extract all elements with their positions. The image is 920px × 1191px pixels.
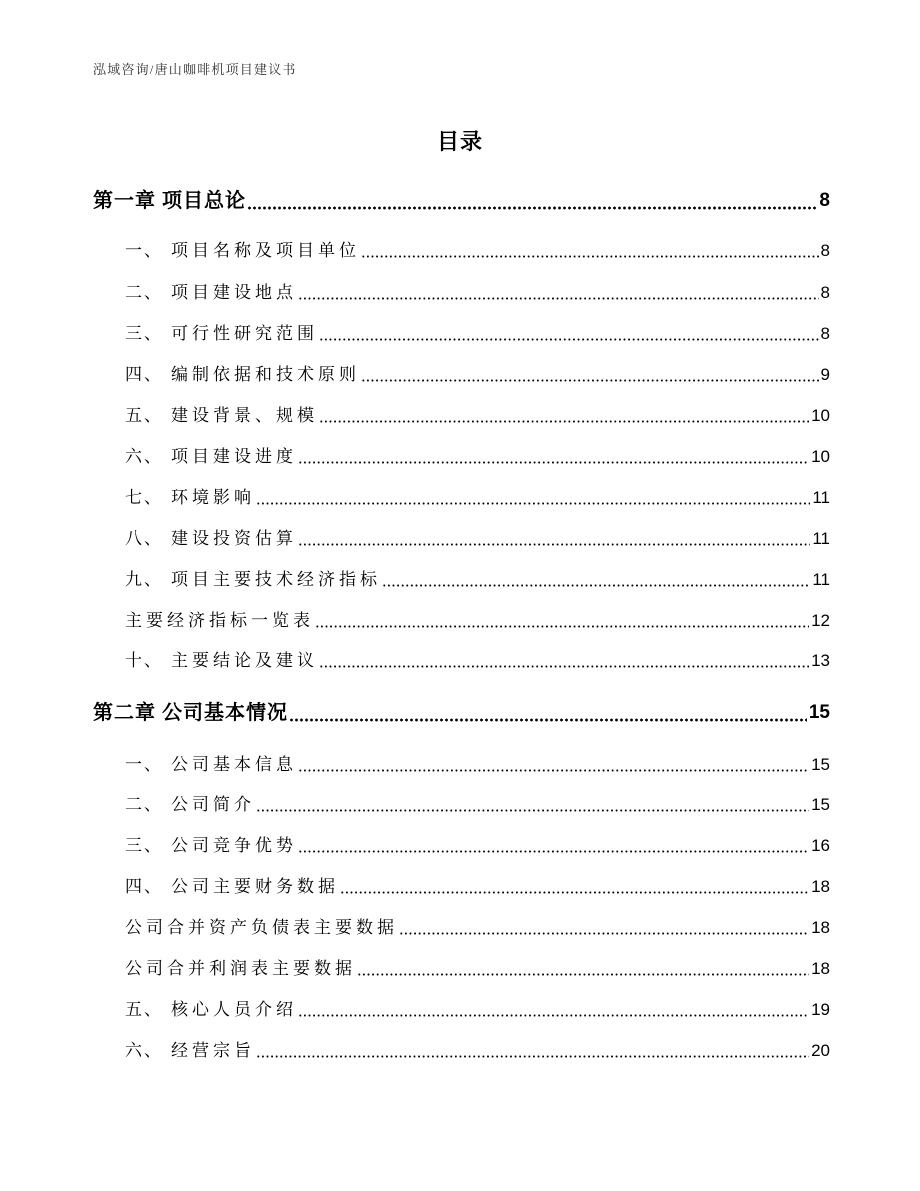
toc-entry-label: 经营宗旨 <box>171 1041 255 1060</box>
toc-entry[interactable] <box>125 526 830 552</box>
toc-entry-number: 一、 <box>125 755 163 774</box>
toc-entry-label: 主要结论及建议 <box>171 651 318 670</box>
toc-entry[interactable] <box>125 280 830 306</box>
toc-entry-number: 二、 <box>125 283 163 302</box>
toc-page-number: 11 <box>812 488 830 507</box>
toc-entry[interactable] <box>125 321 830 347</box>
toc-entry-label: 项目主要技术经济指标 <box>171 570 381 589</box>
dot-leader <box>319 403 809 429</box>
toc-entry-label: 项目建设地点 <box>171 283 297 302</box>
toc-entry[interactable] <box>125 1038 830 1064</box>
toc-page-number: 8 <box>820 241 830 260</box>
toc-entry-label: 核心人员介绍 <box>171 1000 297 1019</box>
toc-entry-number: 十、 <box>125 651 163 670</box>
toc-entry[interactable] <box>125 567 830 593</box>
toc-entry[interactable] <box>125 833 830 859</box>
toc-page-number: 15 <box>811 755 830 774</box>
toc-entry-number: 六、 <box>125 1041 163 1060</box>
toc-page-number: 15 <box>808 702 830 723</box>
dot-leader <box>256 792 809 818</box>
toc-entry-label: 建设背景、规模 <box>171 406 318 425</box>
toc-page-number: 8 <box>820 324 830 343</box>
toc-entry[interactable] <box>125 403 830 429</box>
dot-leader <box>247 188 817 214</box>
toc-page-number: 9 <box>820 365 830 384</box>
toc-page-number: 11 <box>812 570 830 589</box>
toc-entry[interactable] <box>125 648 830 674</box>
toc-entry[interactable] <box>125 444 830 470</box>
toc-entry-label: 可行性研究范围 <box>171 324 318 343</box>
toc-entry-number: 一、 <box>125 241 163 260</box>
dot-leader <box>382 567 810 593</box>
toc-chapter-heading[interactable] <box>93 188 830 214</box>
toc-page-number: 20 <box>811 1041 830 1060</box>
toc-entry-label: 建设投资估算 <box>171 529 297 548</box>
toc-entry-number: 九、 <box>125 570 163 589</box>
toc-chapter-title: 第二章 公司基本情况 <box>93 702 288 724</box>
toc-page-number: 15 <box>811 795 830 814</box>
dot-leader <box>399 915 809 941</box>
toc-entry[interactable] <box>125 752 830 778</box>
toc-entry-number: 四、 <box>125 365 163 384</box>
dot-leader <box>319 321 819 347</box>
toc-entry-label: 公司主要财务数据 <box>171 877 339 896</box>
toc-entry-label: 主要经济指标一览表 <box>125 611 314 630</box>
dot-leader <box>319 648 809 674</box>
toc-entry-number: 六、 <box>125 447 163 466</box>
dot-leader <box>256 1038 809 1064</box>
toc-entry-label: 公司竞争优势 <box>171 836 297 855</box>
toc-entry[interactable] <box>125 915 830 941</box>
toc-entry-number: 二、 <box>125 795 163 814</box>
toc-entry-number: 五、 <box>125 1000 163 1019</box>
toc-entry-label: 公司简介 <box>171 795 255 814</box>
toc-entry-number: 五、 <box>125 406 163 425</box>
toc-chapter-title: 第一章 项目总论 <box>93 190 246 212</box>
dot-leader <box>298 280 819 306</box>
dot-leader <box>298 444 809 470</box>
toc-entry-label: 公司合并利润表主要数据 <box>125 959 356 978</box>
toc-title: 目录 <box>436 129 483 154</box>
toc-entry-label: 编制依据和技术原则 <box>171 365 360 384</box>
dot-leader <box>298 997 809 1023</box>
toc-entry-label: 环境影响 <box>171 488 255 507</box>
toc-page-number: 11 <box>812 529 830 548</box>
dot-leader <box>315 608 809 634</box>
toc-entry[interactable] <box>125 608 830 634</box>
dot-leader <box>361 238 819 264</box>
toc-entry-number: 四、 <box>125 877 163 896</box>
toc-entry[interactable] <box>125 997 830 1023</box>
toc-entry[interactable] <box>125 362 830 388</box>
dot-leader <box>289 700 807 726</box>
toc-page-number: 10 <box>811 406 830 425</box>
toc-page-number: 8 <box>820 283 830 302</box>
toc-entry-number: 三、 <box>125 324 163 343</box>
toc-entry[interactable] <box>125 485 830 511</box>
toc-entry[interactable] <box>125 238 830 264</box>
toc-entry-number: 七、 <box>125 488 163 507</box>
dot-leader <box>357 956 809 982</box>
toc-page-number: 16 <box>811 836 830 855</box>
dot-leader <box>298 833 809 859</box>
dot-leader <box>361 362 819 388</box>
toc-page-number: 18 <box>811 877 830 896</box>
toc-entry[interactable] <box>125 792 830 818</box>
toc-entry-label: 公司合并资产负债表主要数据 <box>125 918 398 937</box>
running-header: 泓域咨询/唐山咖啡机项目建议书 <box>93 62 297 77</box>
toc-page-number: 18 <box>811 959 830 978</box>
toc-chapter-heading[interactable] <box>93 700 830 726</box>
toc-entry-label: 公司基本信息 <box>171 755 297 774</box>
toc-page-number: 19 <box>811 1000 830 1019</box>
toc-page-number: 8 <box>819 190 830 211</box>
toc-page-number: 13 <box>811 651 830 670</box>
dot-leader <box>298 752 809 778</box>
toc-entry[interactable] <box>125 956 830 982</box>
dot-leader <box>340 874 809 900</box>
toc-page-number: 10 <box>811 447 830 466</box>
toc-entry-label: 项目名称及项目单位 <box>171 241 360 260</box>
toc-entry[interactable] <box>125 874 830 900</box>
dot-leader <box>298 526 810 552</box>
toc-entry-label: 项目建设进度 <box>171 447 297 466</box>
dot-leader <box>256 485 810 511</box>
toc-page-number: 18 <box>811 918 830 937</box>
toc-page-number: 12 <box>811 611 830 630</box>
toc-entry-number: 三、 <box>125 836 163 855</box>
toc-entry-number: 八、 <box>125 529 163 548</box>
